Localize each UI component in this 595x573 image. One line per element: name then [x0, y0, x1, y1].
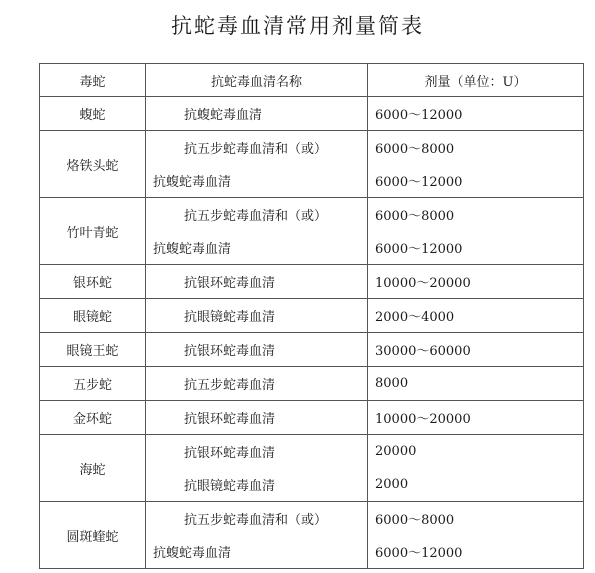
- serum-name-cell: [146, 131, 368, 198]
- dose-value: 6000～8000: [375, 209, 455, 224]
- serum-name: 抗蝮蛇毒血清: [153, 546, 232, 561]
- snake-name-cell: 金环蛇: [40, 401, 146, 435]
- dose-cell: [368, 333, 584, 367]
- dose-cell: [368, 198, 584, 265]
- serum-name-cell: [146, 502, 368, 569]
- header-snake: 毒蛇: [40, 64, 146, 97]
- dose-value: 6000～8000: [375, 513, 455, 528]
- table-row: [40, 333, 584, 367]
- dose-value: 2000: [375, 477, 409, 492]
- dose-cell: [368, 265, 584, 299]
- serum-name: 抗蝮蛇毒血清: [153, 175, 232, 190]
- snake-name-cell: 蝮蛇: [40, 97, 146, 131]
- dose-value: 2000～4000: [375, 310, 455, 325]
- serum-name-cell: [146, 265, 368, 299]
- table-row: [40, 299, 584, 333]
- serum-name: 抗五步蛇毒血清和（或）: [184, 209, 328, 224]
- table-row: [40, 435, 584, 502]
- snake-name-cell: 烙铁头蛇: [40, 131, 146, 198]
- dose-value: 8000: [375, 376, 409, 391]
- dose-value: 6000～12000: [375, 175, 463, 190]
- serum-name: 抗五步蛇毒血清和（或）: [184, 142, 328, 157]
- dose-cell: [368, 131, 584, 198]
- serum-name-cell: [146, 198, 368, 265]
- dose-cell: [368, 367, 584, 401]
- dose-value: 6000～8000: [375, 142, 455, 157]
- table-row: [40, 131, 584, 198]
- dose-value: 6000～12000: [375, 108, 463, 123]
- dose-value: 6000～12000: [375, 546, 463, 561]
- serum-name-cell: [146, 333, 368, 367]
- snake-name-cell: 眼镜王蛇: [40, 333, 146, 367]
- serum-name: 抗蝮蛇毒血清: [153, 242, 232, 257]
- serum-name-cell: [146, 299, 368, 333]
- snake-name-cell: 海蛇: [40, 435, 146, 502]
- table-row: [40, 367, 584, 401]
- header-serum-name: 抗蛇毒血清名称: [146, 64, 368, 97]
- dose-value: 6000～12000: [375, 242, 463, 257]
- serum-name: 抗银环蛇毒血清: [184, 412, 276, 427]
- serum-name: 抗眼镜蛇毒血清: [184, 479, 276, 494]
- serum-name-cell: [146, 435, 368, 502]
- antivenom-dose-table: [39, 63, 584, 569]
- serum-name: 抗五步蛇毒血清和（或）: [184, 513, 328, 528]
- serum-name-cell: [146, 97, 368, 131]
- dose-cell: [368, 435, 584, 502]
- dose-value: 10000～20000: [375, 276, 471, 291]
- dose-value: 30000～60000: [375, 344, 471, 359]
- serum-name: 抗银环蛇毒血清: [184, 446, 276, 461]
- table-row: [40, 198, 584, 265]
- page-title: 抗蛇毒血清常用剂量简表: [171, 14, 424, 38]
- table-row: [40, 97, 584, 131]
- table-row: [40, 401, 584, 435]
- table-row: [40, 265, 584, 299]
- snake-name-cell: 五步蛇: [40, 367, 146, 401]
- table-row: [40, 502, 584, 569]
- header-dose: 剂量（单位：U）: [368, 64, 584, 97]
- snake-name-cell: 竹叶青蛇: [40, 198, 146, 265]
- snake-name-cell: 银环蛇: [40, 265, 146, 299]
- serum-name-cell: [146, 367, 368, 401]
- serum-name: 抗银环蛇毒血清: [184, 344, 276, 359]
- snake-name-cell: 眼镜蛇: [40, 299, 146, 333]
- dose-value: 20000: [375, 444, 417, 459]
- dose-cell: [368, 299, 584, 333]
- serum-name: 抗蝮蛇毒血清: [184, 108, 263, 123]
- serum-name: 抗五步蛇毒血清: [184, 378, 276, 393]
- table-header-row: [40, 64, 584, 97]
- serum-name-cell: [146, 401, 368, 435]
- serum-name: 抗银环蛇毒血清: [184, 276, 276, 291]
- dose-cell: [368, 502, 584, 569]
- snake-name-cell: 圆斑蝰蛇: [40, 502, 146, 569]
- dose-cell: [368, 97, 584, 131]
- serum-name: 抗眼镜蛇毒血清: [184, 310, 276, 325]
- dose-cell: [368, 401, 584, 435]
- dose-value: 10000～20000: [375, 412, 471, 427]
